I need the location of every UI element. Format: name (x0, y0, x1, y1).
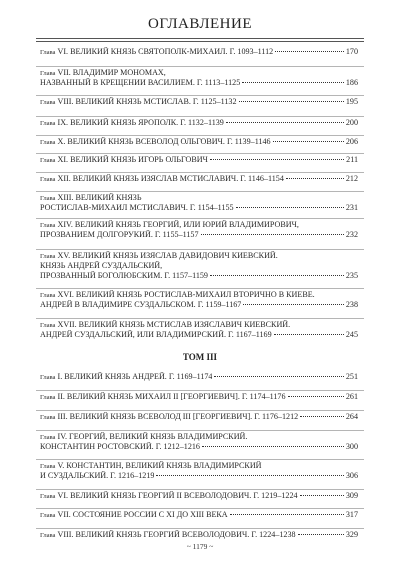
entry-text (40, 203, 234, 213)
entry-text (40, 510, 228, 521)
page-number: 186 (345, 78, 358, 87)
chapter-title: VI. ВЕЛИКИЙ КНЯЗЬ СВЯТОПОЛК-МИХАИЛ. Г. 1093–1112 (57, 47, 274, 56)
chapter-lead: Глава (40, 253, 56, 260)
toc-entry-line (40, 118, 358, 128)
toc-entry-line (40, 471, 358, 481)
entry-text (40, 97, 237, 108)
entry-separator (36, 218, 364, 219)
page-number: 232 (345, 230, 358, 239)
toc-entry-line (40, 461, 358, 471)
entry-text (40, 118, 224, 129)
chapter-title: ПРОЗВАННЫЙ БОГОЛЮБСКИМ. Г. 1157–1159 (40, 271, 208, 280)
toc-entry[interactable] (40, 290, 358, 310)
toc-entry-line (40, 203, 358, 213)
page-number: 235 (345, 271, 358, 280)
entry-text (40, 442, 200, 452)
toc-entry[interactable] (40, 193, 358, 213)
leader-dots (288, 396, 344, 397)
toc-entry[interactable] (40, 392, 358, 402)
page-number: 238 (345, 300, 358, 309)
page-number: 170 (345, 47, 358, 56)
page-number: 309 (345, 491, 358, 500)
entry-separator (36, 508, 364, 509)
entry-text (40, 491, 298, 502)
toc-entry[interactable] (40, 530, 358, 540)
entry-text (40, 230, 199, 240)
chapter-title: XI. ВЕЛИКИЙ КНЯЗЬ ИГОРЬ ОЛЬГОВИЧ (57, 155, 208, 164)
page-number: 211 (346, 155, 358, 164)
section-heading: ТОМ III (182, 352, 218, 362)
toc-entry-line (40, 510, 358, 520)
toc-entry[interactable] (40, 372, 358, 382)
chapter-title: XV. ВЕЛИКИЙ КНЯЗЬ ИЗЯСЛАВ ДАВИДОВИЧ КИЕВСКИЙ. (57, 251, 278, 260)
page-number: 195 (345, 97, 358, 106)
chapter-lead: Глава (40, 139, 56, 146)
entry-text (40, 47, 273, 58)
leader-dots (210, 275, 344, 276)
chapter-lead: Глава (40, 394, 56, 401)
toc-entry[interactable] (40, 412, 358, 422)
page-number: 251 (345, 372, 358, 381)
toc-entry-line (40, 174, 358, 184)
toc-entry-line (40, 491, 358, 501)
toc-entry-line (40, 271, 358, 281)
chapter-title: VIII. ВЕЛИКИЙ КНЯЗЬ МСТИСЛАВ. Г. 1125–1132 (57, 97, 237, 106)
chapter-title: XIV. ВЕЛИКИЙ КНЯЗЬ ГЕОРГИЙ, ИЛИ ЮРИЙ ВЛАДИМИРОВИЧ, (57, 220, 299, 229)
chapter-lead: Глава (40, 49, 56, 56)
toc-entry[interactable] (40, 97, 358, 107)
chapter-title: XIII. ВЕЛИКИЙ КНЯЗЬ (57, 193, 142, 202)
entry-separator (36, 318, 364, 319)
chapter-title: АНДРЕЙ В ВЛАДИМИРЕ СУЗДАЛЬСКОМ. Г. 1159–1167 (40, 300, 242, 309)
chapter-lead: Глава (40, 512, 56, 519)
chapter-title: I. ВЕЛИКИЙ КНЯЗЬ АНДРЕЙ. Г. 1169–1174 (57, 372, 213, 381)
leader-dots (236, 207, 344, 208)
page-number: 317 (345, 510, 358, 519)
leader-dots (274, 334, 344, 335)
chapter-title: КОНСТАНТИН РОСТОВСКИЙ. Г. 1212–1216 (40, 442, 200, 451)
page-number: 245 (345, 330, 358, 339)
leader-dots (300, 495, 344, 496)
entry-separator (36, 135, 364, 136)
chapter-title: РОСТИСЛАВ-МИХАИЛ МСТИСЛАВИЧ. Г. 1154–1155 (40, 203, 234, 212)
toc-entry[interactable] (40, 220, 358, 240)
toc-entry[interactable] (40, 174, 358, 184)
entry-separator (36, 191, 364, 192)
chapter-lead: Глава (40, 463, 56, 470)
entry-text (40, 78, 240, 88)
toc-entry[interactable] (40, 118, 358, 128)
chapter-title: XVII. ВЕЛИКИЙ КНЯЗЬ МСТИСЛАВ ИЗЯСЛАВИЧ КИЕВСКИЙ. (57, 320, 291, 329)
toc-entry-line (40, 330, 358, 340)
entry-separator (36, 430, 364, 431)
entry-separator (36, 528, 364, 529)
chapter-lead: Глава (40, 99, 56, 106)
chapter-lead: Глава (40, 414, 56, 421)
toc-entry-line (40, 442, 358, 452)
leader-dots (202, 446, 344, 447)
entry-text (40, 155, 208, 166)
chapter-title: VIII. ВЕЛИКИЙ КНЯЗЬ ГЕОРГИЙ ВСЕВОЛОДОВИЧ. Г. 1224–1238 (57, 530, 296, 539)
leader-dots (298, 534, 344, 535)
toc-entry[interactable] (40, 68, 358, 88)
leader-dots (201, 234, 344, 235)
entry-text (40, 261, 162, 271)
page-number: 206 (345, 137, 358, 146)
toc-entry-line (40, 432, 358, 442)
entry-separator (36, 153, 364, 154)
page-number: 200 (345, 118, 358, 127)
page-number: 306 (345, 471, 358, 480)
toc-entry-line (40, 47, 358, 57)
chapter-lead: Глава (40, 532, 56, 539)
page-number: 212 (345, 174, 358, 183)
chapter-title: X. ВЕЛИКИЙ КНЯЗЬ ВСЕВОЛОД ОЛЬГОВИЧ. Г. 1139–1146 (57, 137, 271, 146)
toc-entry-line (40, 230, 358, 240)
chapter-lead: Глава (40, 374, 56, 381)
chapter-lead: Глава (40, 176, 56, 183)
entry-separator (36, 459, 364, 460)
entry-separator (36, 288, 364, 289)
toc-entry[interactable] (40, 510, 358, 520)
chapter-lead: Глава (40, 157, 56, 164)
entry-text (40, 392, 286, 403)
toc-entry[interactable] (40, 251, 358, 281)
entry-separator (36, 489, 364, 490)
chapter-title: ПРОЗВАНИЕМ ДОЛГОРУКИЙ. Г. 1155–1157 (40, 230, 199, 239)
entry-separator (36, 116, 364, 117)
chapter-title: V. КОНСТАНТИН, ВЕЛИКИЙ КНЯЗЬ ВЛАДИМИРСКИЙ (57, 461, 262, 470)
chapter-title: VI. ВЕЛИКИЙ КНЯЗЬ ГЕОРГИЙ II ВСЕВОЛОДОВИЧ. Г. 1219–1224 (57, 491, 298, 500)
chapter-lead: Глава (40, 493, 56, 500)
chapter-title: IV. ГЕОРГИЙ, ВЕЛИКИЙ КНЯЗЬ ВЛАДИМИРСКИЙ. (57, 432, 248, 441)
entry-text (40, 412, 298, 423)
leader-dots (243, 304, 344, 305)
toc-entry[interactable] (40, 432, 358, 452)
toc-entry-line (40, 251, 358, 261)
toc-entry[interactable] (40, 47, 358, 57)
toc-entry-line (40, 372, 358, 382)
toc-entry-line (40, 392, 358, 402)
leader-dots (156, 475, 343, 476)
chapter-title: И СУЗДАЛЬСКИЙ. Г. 1216–1219 (40, 471, 155, 480)
entry-text (40, 300, 241, 310)
chapter-title: II. ВЕЛИКИЙ КНЯЗЬ МИХАИЛ II [ГЕОРГИЕВИЧ]. Г. 1174–1176 (57, 392, 286, 401)
page-number: 329 (345, 530, 358, 539)
toc-entry-line (40, 97, 358, 107)
toc-entry-line (40, 193, 358, 203)
toc-entry[interactable] (40, 461, 358, 481)
entry-separator (36, 66, 364, 67)
leader-dots (300, 416, 344, 417)
entry-separator (36, 390, 364, 391)
entry-text (40, 530, 296, 541)
page-title: ОГЛАВЛЕНИЕ (148, 16, 252, 32)
entry-text (40, 137, 271, 148)
chapter-lead: Глава (40, 434, 56, 441)
entry-separator (36, 95, 364, 96)
page-number: 264 (345, 412, 358, 421)
entry-separator (36, 172, 364, 173)
entry-separator (36, 249, 364, 250)
entry-text (40, 471, 154, 481)
toc-entry[interactable] (40, 491, 358, 501)
page-number: 261 (345, 392, 358, 401)
page-number: 231 (345, 203, 358, 212)
chapter-title: АНДРЕЙ СУЗДАЛЬСКИЙ, ИЛИ ВЛАДИМИРСКИЙ. Г. 1167–1169 (40, 330, 272, 339)
toc-entry-line (40, 530, 358, 540)
chapter-lead: Глава (40, 195, 56, 202)
entry-separator (36, 410, 364, 411)
leader-dots (239, 101, 344, 102)
toc-entry-line (40, 137, 358, 147)
toc-entry-line (40, 261, 358, 271)
page-footer: ~ 1179 ~ (186, 542, 214, 551)
leader-dots (275, 51, 344, 52)
toc-entry[interactable] (40, 137, 358, 147)
chapter-title: VII. ВЛАДИМИР МОНОМАХ, (57, 68, 166, 77)
toc-entry-line (40, 300, 358, 310)
toc-entry-line (40, 412, 358, 422)
leader-dots (273, 141, 344, 142)
leader-dots (242, 82, 344, 83)
toc-entry[interactable] (40, 320, 358, 340)
chapter-title: XII. ВЕЛИКИЙ КНЯЗЬ ИЗЯСЛАВ МСТИСЛАВИЧ. Г. 1146–1154 (57, 174, 284, 183)
chapter-title: XVI. ВЕЛИКИЙ КНЯЗЬ РОСТИСЛАВ-МИХАИЛ ВТОРИЧНО В КИЕВЕ. (57, 290, 315, 299)
toc-entry-line (40, 155, 358, 165)
chapter-lead: Глава (40, 222, 56, 229)
chapter-lead: Глава (40, 292, 56, 299)
leader-dots (286, 178, 344, 179)
leader-dots (214, 376, 343, 377)
toc-entry-line (40, 320, 358, 330)
toc-entry-line (40, 68, 358, 78)
chapter-lead: Глава (40, 70, 56, 77)
entry-text (40, 330, 272, 340)
leader-dots (226, 122, 344, 123)
leader-dots (210, 159, 344, 160)
toc-entry-line (40, 290, 358, 300)
chapter-title: III. ВЕЛИКИЙ КНЯЗЬ ВСЕВОЛОД III [ГЕОРГИЕВИЧ]. Г. 1176–1212 (57, 412, 299, 421)
chapter-lead: Глава (40, 120, 56, 127)
chapter-title: VII. СОСТОЯНИЕ РОССИИ С XI ДО XIII ВЕКА (57, 510, 228, 519)
toc-entry-line (40, 78, 358, 88)
page-number: 300 (345, 442, 358, 451)
entry-text (40, 271, 208, 281)
chapter-title: IX. ВЕЛИКИЙ КНЯЗЬ ЯРОПОЛК. Г. 1132–1139 (57, 118, 224, 127)
leader-dots (230, 514, 344, 515)
entry-text (40, 372, 212, 383)
entry-text (40, 174, 284, 185)
chapter-lead: Глава (40, 322, 56, 329)
chapter-title: КНЯЗЬ АНДРЕЙ СУЗДАЛЬСКИЙ, (40, 261, 163, 270)
toc-entry[interactable] (40, 155, 358, 165)
chapter-title: НАЗВАННЫЙ В КРЕЩЕНИИ ВАСИЛИЕМ. Г. 1113–1125 (40, 78, 241, 87)
toc-entry-line (40, 220, 358, 230)
